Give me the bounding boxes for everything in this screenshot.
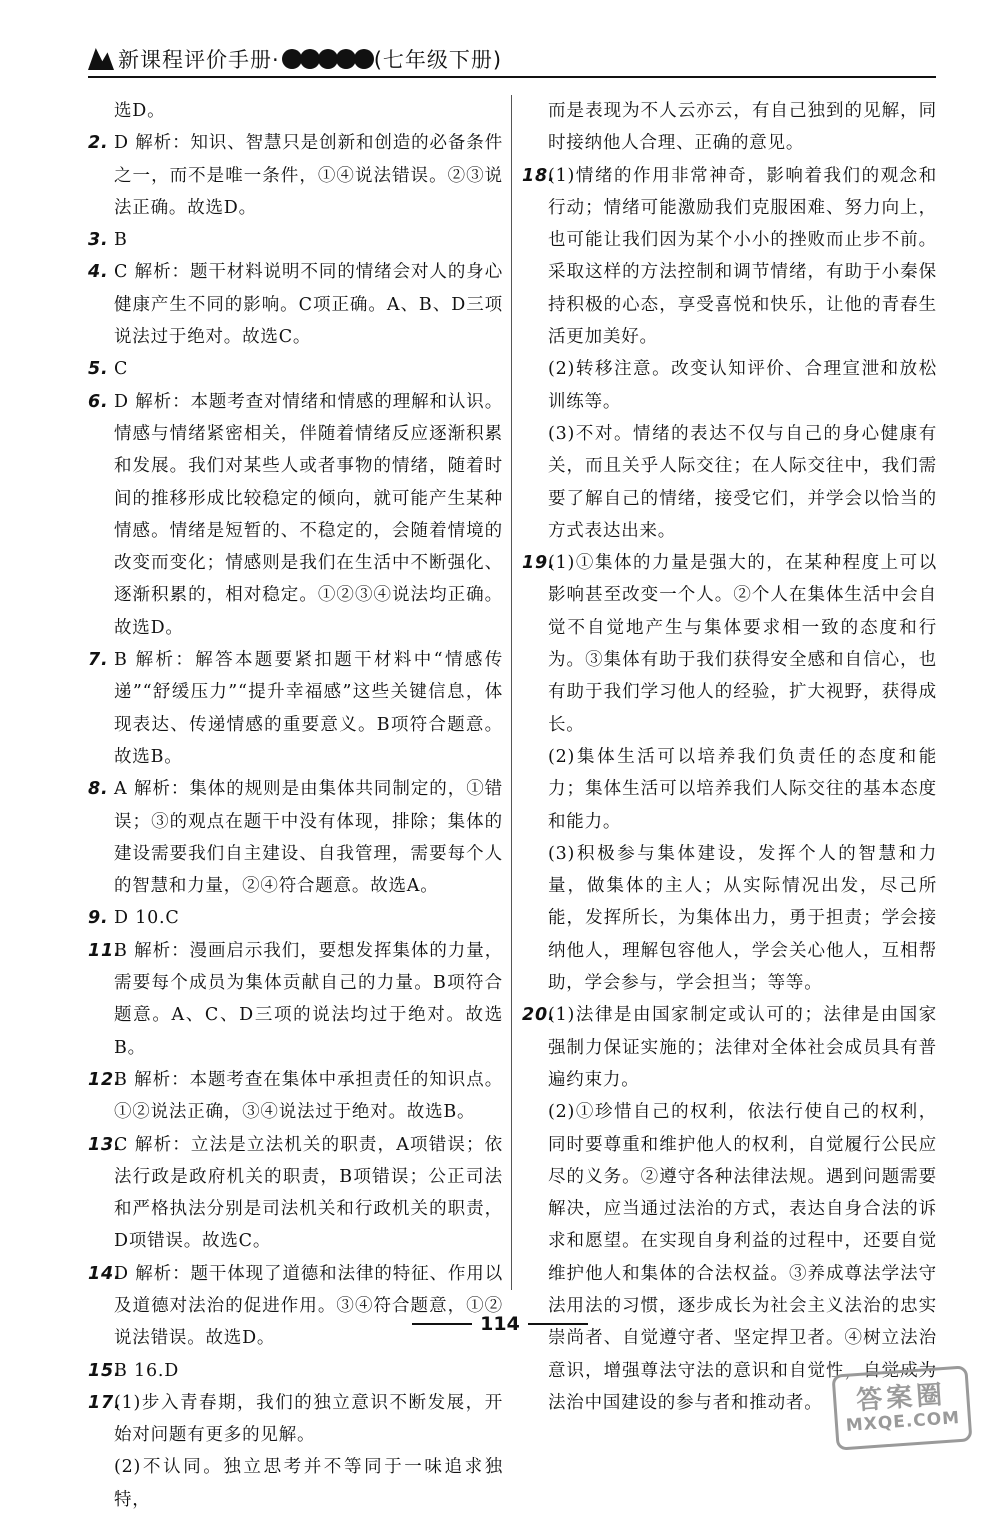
answer-number: 14. (88, 1263, 122, 1284)
answer-text: (1)①集体的力量是强大的，在某种程度上可以影响甚至改变一个人。②个人在集体生活中会自觉不自觉地产生与集体要求相一致的态度和行为。③集体有助于我们获得安全感和自信心，也有助于我们学习他人的经验，扩大视野，获得成长。 (548, 553, 937, 735)
answer-continuation (522, 418, 937, 547)
header-title: 新课程评价手册· (118, 48, 280, 72)
answer-number: 11. (88, 940, 122, 961)
answer-text: D 解析：题干体现了道德和法律的特征、作用以及道德对法治的促进作用。③④符合题意，①②说法错误。故选D。 (114, 1263, 503, 1349)
answer-text: (1)步入青春期，我们的独立意识不断发展，开始对问题有更多的见解。 (114, 1392, 503, 1446)
answer-item (88, 1129, 503, 1258)
answer-number: 12. (88, 1069, 122, 1090)
answer-item (88, 1355, 503, 1387)
footer-ornament-left (412, 1323, 472, 1325)
answer-number: 15. (88, 1360, 122, 1381)
answer-number: 13. (88, 1134, 122, 1155)
header-grade: (七年级下册) (373, 48, 503, 72)
answer-item (88, 386, 503, 644)
answer-item (88, 1064, 503, 1129)
answer-text: (2)转移注意。改变认知评价、合理宣泄和放松训练等。 (548, 359, 937, 412)
answer-text: B 16.D (114, 1360, 180, 1381)
answer-continuation (522, 95, 937, 160)
right-column (522, 95, 937, 1419)
answer-item (88, 127, 503, 224)
footer-ornament-right (528, 1323, 588, 1325)
answer-number: 18. (522, 165, 556, 186)
answer-text: (1)情绪的作用非常神奇，影响着我们的观念和行动；情绪可能激励我们克服困难、努力向上，也可能让我们因为某个小小的挫败而止步不前。采取这样的方法控制和调节情绪，有助于小秦保持积极的心态，享受喜悦和快乐，让他的青春生活更加美好。 (548, 165, 937, 348)
answer-number: 6. (88, 391, 109, 412)
answer-number: 3. (88, 230, 109, 251)
answer-continuation (522, 353, 937, 418)
answer-number: 2. (88, 133, 109, 154)
answer-item (88, 353, 503, 385)
answer-item (522, 160, 937, 354)
answer-continuation (88, 1451, 503, 1516)
answer-text: (3)积极参与集体建设，发挥个人的智慧和力量，做集体的主人；从实际情况出发，尽己所能，发挥所长，为集体出力，勇于担责；学会接纳他人，理解包容他人，学会关心他人，互相帮助，学会参与，学会担当；等等。 (548, 843, 937, 994)
answer-text: (2)不认同。独立思考并不等同于一味追求独特， (114, 1457, 503, 1510)
answer-text: C (114, 359, 129, 380)
answer-number: 17. (88, 1392, 122, 1413)
answer-text: D 解析：知识、智慧只是创新和创造的必备条件之一，而不是唯一条件，①④说法错误。②③说法正确。故选D。 (114, 133, 503, 218)
answer-number: 9. (88, 908, 109, 929)
page-number: 114 (480, 1313, 520, 1335)
answer-text: (2)集体生活可以培养我们负责任的态度和能力；集体生活可以培养我们人际交往的基本态度和能力。 (548, 746, 937, 832)
answer-text: B 解析：漫画启示我们，要想发挥集体的力量，需要每个成员为集体贡献自己的力量。B项符合题意。A、C、D三项的说法均过于绝对。故选B。 (114, 940, 503, 1058)
answer-item (88, 644, 503, 773)
answer-text: B (114, 230, 128, 251)
answer-number: 19. (522, 553, 556, 574)
watermark-logo: 答案圈 MXQE.COM (832, 1365, 973, 1450)
column-divider (511, 95, 512, 1290)
answer-text: A 解析：集体的规则是由集体共同制定的，①错误；③的观点在题干中没有体现，排除；集体的建设需要我们自主建设、自我管理，需要每个人的智慧和力量，②④符合题意。故选A。 (114, 779, 503, 897)
answer-continuation (88, 95, 503, 127)
answer-continuation (522, 838, 937, 999)
answer-text: D 解析：本题考查对情绪和情感的理解和认识。情感与情绪紧密相关，伴随着情绪反应逐渐积累和发展。我们对某些人或者事物的情绪，随着时间的推移形成比较稳定的倾向，就可能产生某种情感。情绪是短暂的、不稳定的，会随着情境的改变而变化；情感则是我们在生活中不断强化、逐渐积累的，相对稳定。①②③④说法均正确。故选D。 (114, 391, 503, 638)
left-column (88, 95, 503, 1516)
answer-number: 4. (88, 262, 109, 283)
answer-number: 20. (522, 1005, 556, 1026)
answer-item (88, 1258, 503, 1355)
answer-number: 5. (88, 359, 109, 380)
answer-item (88, 224, 503, 256)
answer-item (88, 773, 503, 902)
answer-number: 7. (88, 650, 109, 671)
series-emblem-icon (282, 49, 372, 69)
header-rule (88, 76, 936, 78)
answer-item (88, 1387, 503, 1452)
answer-item (522, 547, 937, 741)
page-header (88, 44, 502, 74)
answer-text: D 10.C (114, 908, 180, 929)
answer-text: 选D。 (114, 101, 166, 121)
answer-text: (3)不对。情绪的表达不仅与自己的身心健康有关，而且关乎人际交往；在人际交往中，我们需要了解自己的情绪，接受它们，并学会以恰当的方式表达出来。 (548, 423, 937, 541)
answer-text: (2)①珍惜自己的权利，依法行使自己的权利，同时要尊重和维护他人的权利，自觉履行公民应尽的义务。②遵守各种法律法规。遇到问题需要解决，应当通过法治的方式，表达自身合法的诉求和愿望。在实现自身利益的过程中，还要自觉维护他人和集体的合法权益。③养成尊法学法守法用法的习惯，逐步成长为社会主义法治的忠实崇尚者、自觉遵守者、坚定捍卫者。④树立法治意识，增强尊法守法的意识和自觉性，自觉成为法治中国建设的参与者和推动者。 (548, 1102, 937, 1413)
answer-text: (1)法律是由国家制定或认可的；法律是由国家强制力保证实施的；法律对全体社会成员具有普遍约束力。 (548, 1005, 937, 1090)
answer-item (88, 935, 503, 1064)
answer-text: C 解析：立法是立法机关的职责，A项错误；依法行政是政府机关的职责，B项错误；公正司法和严格执法分别是司法机关和行政机关的职责，D项错误。故选C。 (114, 1134, 503, 1252)
answer-item (88, 256, 503, 353)
answer-number: 8. (88, 779, 109, 800)
answer-text: 而是表现为不人云亦云，有自己独到的见解，同时接纳他人合理、正确的意见。 (548, 101, 937, 154)
answer-continuation (522, 741, 937, 838)
book-logo-icon (88, 48, 114, 70)
answer-text: B 解析：本题考查在集体中承担责任的知识点。①②说法正确，③④说法过于绝对。故选B。 (114, 1069, 503, 1123)
answer-text: B 解析：解答本题要紧扣题干材料中“情感传递”“舒缓压力”“提升幸福感”这些关键信息，体现表达、传递情感的重要意义。B项符合题意。故选B。 (114, 650, 503, 767)
answer-item (88, 902, 503, 934)
page-footer (0, 1313, 1000, 1335)
answer-item (522, 999, 937, 1096)
answer-continuation (522, 1096, 937, 1419)
answer-text: C 解析：题干材料说明不同的情绪会对人的身心健康产生不同的影响。C项正确。A、B、D三项说法过于绝对。故选C。 (114, 262, 503, 348)
